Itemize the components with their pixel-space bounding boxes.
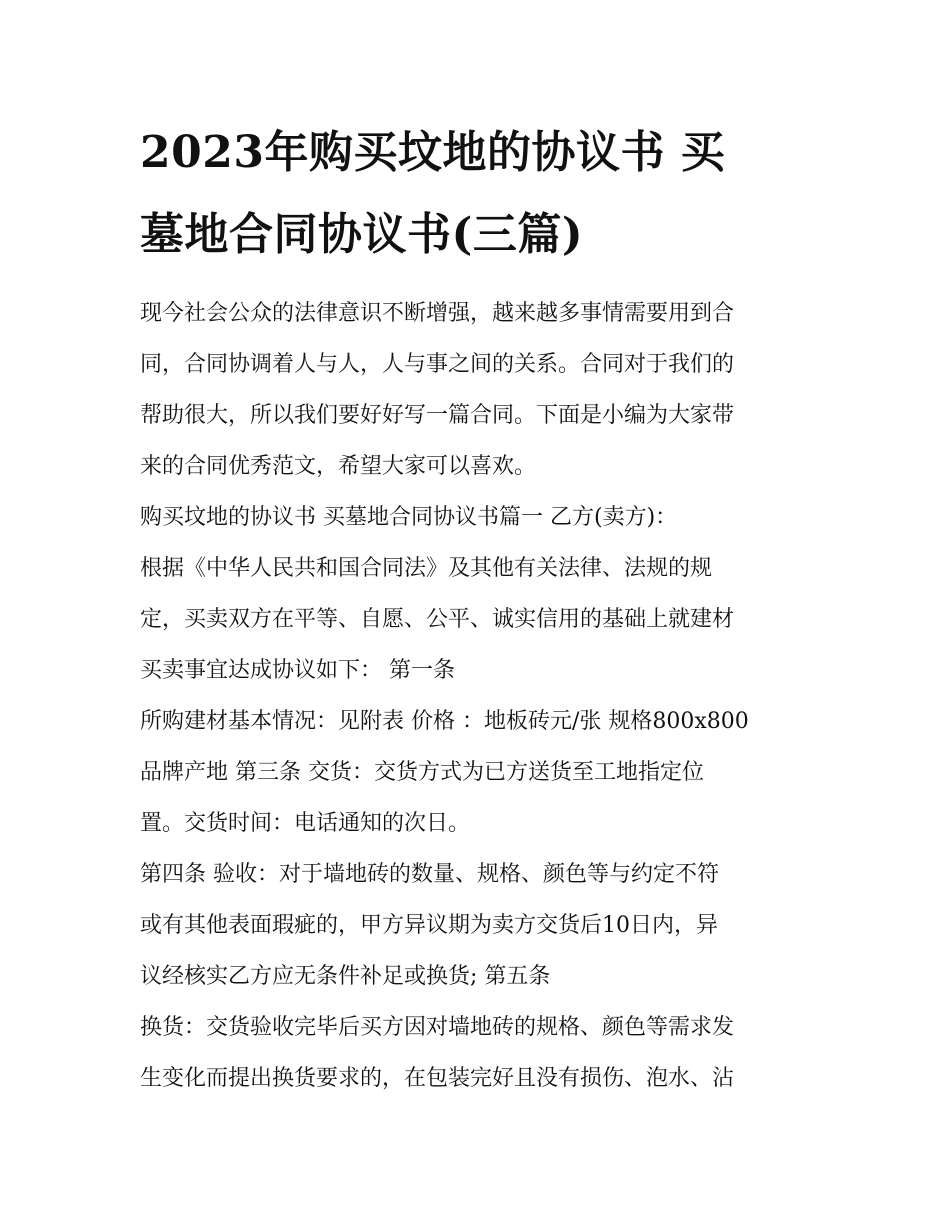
text-line: 第四条 验收：对于墙地砖的数量、规格、颜色等与约定不符	[140, 862, 719, 887]
text-line: 帮助很大，所以我们要好好写一篇合同。下面是小编为大家带	[140, 403, 735, 428]
title-line-2: 墓地合同协议书(三篇)	[140, 209, 584, 260]
text-line: 现今社会公众的法律意识不断增强，越来越多事情需要用到合	[140, 301, 735, 326]
text-line: 议经核实乙方应无条件补足或换货; 第五条	[140, 964, 551, 989]
materials-paragraph	[140, 696, 820, 849]
acceptance-paragraph	[140, 849, 820, 1002]
text-line: 换货：交货验收完毕后买方因对墙地砖的规格、颜色等需求发	[140, 1015, 735, 1040]
text-line: 或有其他表面瑕疵的，甲方异议期为卖方交货后10日内，异	[140, 913, 718, 938]
title-line-1: 2023年购买坟地的协议书 买	[140, 127, 726, 178]
text-line: 同，合同协调着人与人，人与事之间的关系。合同对于我们的	[140, 352, 735, 377]
exchange-paragraph	[140, 1002, 820, 1104]
text-line: 置。交货时间：电话通知的次日。	[140, 811, 471, 836]
basis-paragraph	[140, 543, 820, 696]
text-line: 所购建材基本情况：见附表 价格 ：地板砖元/张 规格800x800	[140, 709, 749, 734]
text-line: 品牌产地 第三条 交货：交货方式为已方送货至工地指定位	[140, 760, 704, 785]
intro-paragraph	[140, 288, 820, 492]
text-line: 根据《中华人民共和国合同法》及其他有关法律、法规的规	[140, 556, 713, 581]
section-heading-paragraph	[140, 492, 820, 543]
text-line: 买卖事宜达成协议如下： 第一条	[140, 658, 455, 683]
document-page	[140, 112, 820, 1104]
document-body	[140, 288, 820, 1104]
text-line: 购买坟地的协议书 买墓地合同协议书篇一 乙方(卖方)：	[140, 505, 678, 530]
text-line: 来的合同优秀范文，希望大家可以喜欢。	[140, 454, 537, 479]
text-line: 生变化而提出换货要求的，在包装完好且没有损伤、泡水、沾	[140, 1066, 735, 1091]
document-title	[140, 112, 820, 276]
text-line: 定，买卖双方在平等、自愿、公平、诚实信用的基础上就建材	[140, 607, 735, 632]
